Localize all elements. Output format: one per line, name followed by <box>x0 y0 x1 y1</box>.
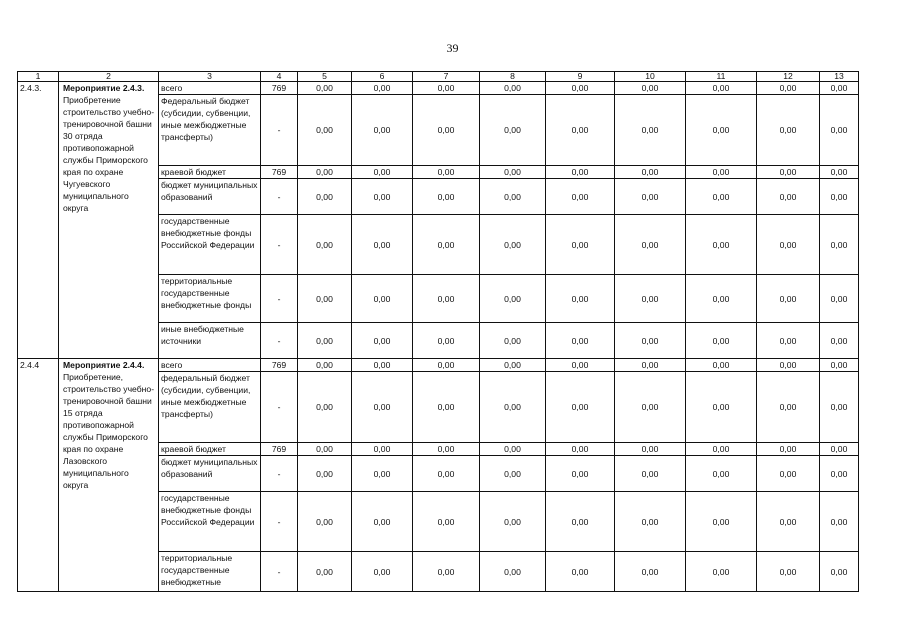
amount-cell: 0,00 <box>615 179 686 215</box>
amount-cell: 0,00 <box>615 275 686 323</box>
amount-cell: 0,00 <box>546 359 615 372</box>
amount-cell: 0,00 <box>298 359 352 372</box>
grbs-code: - <box>261 95 298 166</box>
amount-cell: 0,00 <box>686 275 757 323</box>
amount-cell: 0,00 <box>615 215 686 275</box>
amount-cell: 0,00 <box>413 456 480 492</box>
amount-cell: 0,00 <box>615 82 686 95</box>
table-row <box>18 359 859 372</box>
column-number: 4 <box>261 72 298 82</box>
amount-cell: 0,00 <box>298 215 352 275</box>
amount-cell: 0,00 <box>352 359 413 372</box>
amount-cell: 0,00 <box>413 215 480 275</box>
funding-source: федеральный бюджет (субсидии, субвенции, иные межбюджетные трансферты) <box>159 372 261 443</box>
amount-cell: 0,00 <box>546 166 615 179</box>
amount-cell: 0,00 <box>546 82 615 95</box>
funding-source: государственные внебюджетные фонды Российской Федерации <box>159 215 261 275</box>
amount-cell: 0,00 <box>757 323 820 359</box>
budget-table <box>17 71 859 592</box>
grbs-code: - <box>261 275 298 323</box>
column-number: 10 <box>615 72 686 82</box>
amount-cell: 0,00 <box>352 552 413 592</box>
amount-cell: 0,00 <box>546 552 615 592</box>
amount-cell: 0,00 <box>686 456 757 492</box>
column-number: 1 <box>18 72 59 82</box>
amount-cell: 0,00 <box>298 456 352 492</box>
amount-cell: 0,00 <box>352 372 413 443</box>
amount-cell: 0,00 <box>480 166 546 179</box>
amount-cell: 0,00 <box>820 275 859 323</box>
amount-cell: 0,00 <box>352 179 413 215</box>
amount-cell: 0,00 <box>546 275 615 323</box>
amount-cell: 0,00 <box>298 82 352 95</box>
grbs-code: - <box>261 552 298 592</box>
amount-cell: 0,00 <box>820 166 859 179</box>
column-number: 12 <box>757 72 820 82</box>
amount-cell: 0,00 <box>480 82 546 95</box>
column-number: 2 <box>59 72 159 82</box>
funding-source: государственные внебюджетные фонды Российской Федерации <box>159 492 261 552</box>
amount-cell: 0,00 <box>480 456 546 492</box>
funding-source: Федеральный бюджет (субсидии, субвенции, иные межбюджетные трансферты) <box>159 95 261 166</box>
amount-cell: 0,00 <box>546 492 615 552</box>
amount-cell: 0,00 <box>480 275 546 323</box>
amount-cell: 0,00 <box>352 82 413 95</box>
amount-cell: 0,00 <box>615 552 686 592</box>
amount-cell: 0,00 <box>352 456 413 492</box>
amount-cell: 0,00 <box>686 359 757 372</box>
amount-cell: 0,00 <box>686 552 757 592</box>
amount-cell: 0,00 <box>615 372 686 443</box>
amount-cell: 0,00 <box>757 456 820 492</box>
column-number: 7 <box>413 72 480 82</box>
amount-cell: 0,00 <box>413 95 480 166</box>
amount-cell: 0,00 <box>686 323 757 359</box>
table-body <box>18 72 859 592</box>
funding-source: краевой бюджет <box>159 443 261 456</box>
grbs-code: 769 <box>261 359 298 372</box>
amount-cell: 0,00 <box>480 323 546 359</box>
amount-cell: 0,00 <box>352 492 413 552</box>
grbs-code: - <box>261 215 298 275</box>
amount-cell: 0,00 <box>480 372 546 443</box>
amount-cell: 0,00 <box>757 95 820 166</box>
amount-cell: 0,00 <box>615 456 686 492</box>
column-number-row <box>18 72 859 82</box>
amount-cell: 0,00 <box>352 443 413 456</box>
amount-cell: 0,00 <box>615 492 686 552</box>
amount-cell: 0,00 <box>298 372 352 443</box>
table-row <box>18 82 859 95</box>
amount-cell: 0,00 <box>615 323 686 359</box>
amount-cell: 0,00 <box>757 443 820 456</box>
amount-cell: 0,00 <box>820 179 859 215</box>
amount-cell: 0,00 <box>757 82 820 95</box>
column-number: 3 <box>159 72 261 82</box>
amount-cell: 0,00 <box>757 275 820 323</box>
amount-cell: 0,00 <box>686 443 757 456</box>
column-number: 6 <box>352 72 413 82</box>
amount-cell: 0,00 <box>298 95 352 166</box>
measure-description: Приобретение строительство учебно-тренировочной башни 30 отряда противопожарной службы Приморского края по охране Чугуевского муниципального округа <box>63 95 155 213</box>
column-number: 11 <box>686 72 757 82</box>
funding-source: всего <box>159 82 261 95</box>
amount-cell: 0,00 <box>615 95 686 166</box>
amount-cell: 0,00 <box>820 372 859 443</box>
amount-cell: 0,00 <box>298 275 352 323</box>
amount-cell: 0,00 <box>480 95 546 166</box>
amount-cell: 0,00 <box>413 179 480 215</box>
amount-cell: 0,00 <box>413 359 480 372</box>
amount-cell: 0,00 <box>480 552 546 592</box>
amount-cell: 0,00 <box>546 95 615 166</box>
amount-cell: 0,00 <box>413 492 480 552</box>
amount-cell: 0,00 <box>757 552 820 592</box>
measure-code: 2.4.3. <box>18 82 59 359</box>
grbs-code: - <box>261 492 298 552</box>
amount-cell: 0,00 <box>546 456 615 492</box>
amount-cell: 0,00 <box>413 372 480 443</box>
amount-cell: 0,00 <box>820 323 859 359</box>
amount-cell: 0,00 <box>615 443 686 456</box>
amount-cell: 0,00 <box>546 372 615 443</box>
amount-cell: 0,00 <box>546 323 615 359</box>
amount-cell: 0,00 <box>298 552 352 592</box>
grbs-code: 769 <box>261 166 298 179</box>
amount-cell: 0,00 <box>298 166 352 179</box>
measure-title: Мероприятие 2.4.4. <box>63 360 145 370</box>
amount-cell: 0,00 <box>686 492 757 552</box>
amount-cell: 0,00 <box>686 166 757 179</box>
amount-cell: 0,00 <box>686 215 757 275</box>
amount-cell: 0,00 <box>480 492 546 552</box>
grbs-code: - <box>261 179 298 215</box>
amount-cell: 0,00 <box>686 372 757 443</box>
amount-cell: 0,00 <box>820 215 859 275</box>
amount-cell: 0,00 <box>686 95 757 166</box>
amount-cell: 0,00 <box>820 82 859 95</box>
amount-cell: 0,00 <box>820 492 859 552</box>
funding-source: бюджет муниципальных образований <box>159 179 261 215</box>
measure-code: 2.4.4 <box>18 359 59 592</box>
amount-cell: 0,00 <box>413 82 480 95</box>
amount-cell: 0,00 <box>298 179 352 215</box>
amount-cell: 0,00 <box>820 552 859 592</box>
page-number: 39 <box>446 41 459 55</box>
amount-cell: 0,00 <box>352 323 413 359</box>
amount-cell: 0,00 <box>298 323 352 359</box>
amount-cell: 0,00 <box>480 215 546 275</box>
amount-cell: 0,00 <box>757 166 820 179</box>
amount-cell: 0,00 <box>686 179 757 215</box>
amount-cell: 0,00 <box>615 359 686 372</box>
amount-cell: 0,00 <box>413 275 480 323</box>
measure-name-cell <box>59 82 159 359</box>
amount-cell: 0,00 <box>686 82 757 95</box>
funding-source: бюджет муниципальных образований <box>159 456 261 492</box>
measure-title: Мероприятие 2.4.3. <box>63 83 145 93</box>
amount-cell: 0,00 <box>352 275 413 323</box>
amount-cell: 0,00 <box>546 215 615 275</box>
column-number: 13 <box>820 72 859 82</box>
amount-cell: 0,00 <box>757 359 820 372</box>
amount-cell: 0,00 <box>820 359 859 372</box>
grbs-code: - <box>261 456 298 492</box>
amount-cell: 0,00 <box>352 166 413 179</box>
grbs-code: 769 <box>261 82 298 95</box>
amount-cell: 0,00 <box>480 443 546 456</box>
column-number: 5 <box>298 72 352 82</box>
funding-source: территориальные государственные внебюджетные фонды <box>159 275 261 323</box>
column-number: 8 <box>480 72 546 82</box>
amount-cell: 0,00 <box>546 179 615 215</box>
amount-cell: 0,00 <box>615 166 686 179</box>
amount-cell: 0,00 <box>413 323 480 359</box>
amount-cell: 0,00 <box>480 359 546 372</box>
amount-cell: 0,00 <box>757 372 820 443</box>
amount-cell: 0,00 <box>820 443 859 456</box>
amount-cell: 0,00 <box>546 443 615 456</box>
amount-cell: 0,00 <box>298 492 352 552</box>
funding-source: краевой бюджет <box>159 166 261 179</box>
amount-cell: 0,00 <box>413 166 480 179</box>
grbs-code: 769 <box>261 443 298 456</box>
amount-cell: 0,00 <box>298 443 352 456</box>
amount-cell: 0,00 <box>757 215 820 275</box>
column-number: 9 <box>546 72 615 82</box>
grbs-code: - <box>261 372 298 443</box>
amount-cell: 0,00 <box>757 179 820 215</box>
amount-cell: 0,00 <box>352 215 413 275</box>
grbs-code: - <box>261 323 298 359</box>
funding-source: территориальные государственные внебюджетные <box>159 552 261 592</box>
amount-cell: 0,00 <box>413 443 480 456</box>
measure-description: Приобретение, строительство учебно-тренировочной башни 15 отряда противопожарной службы Приморского края по охране Лазовского муниципального округа <box>63 372 155 490</box>
funding-source: всего <box>159 359 261 372</box>
amount-cell: 0,00 <box>413 552 480 592</box>
measure-name-cell <box>59 359 159 592</box>
amount-cell: 0,00 <box>480 179 546 215</box>
amount-cell: 0,00 <box>820 95 859 166</box>
amount-cell: 0,00 <box>352 95 413 166</box>
funding-source: иные внебюджетные источники <box>159 323 261 359</box>
amount-cell: 0,00 <box>820 456 859 492</box>
amount-cell: 0,00 <box>757 492 820 552</box>
